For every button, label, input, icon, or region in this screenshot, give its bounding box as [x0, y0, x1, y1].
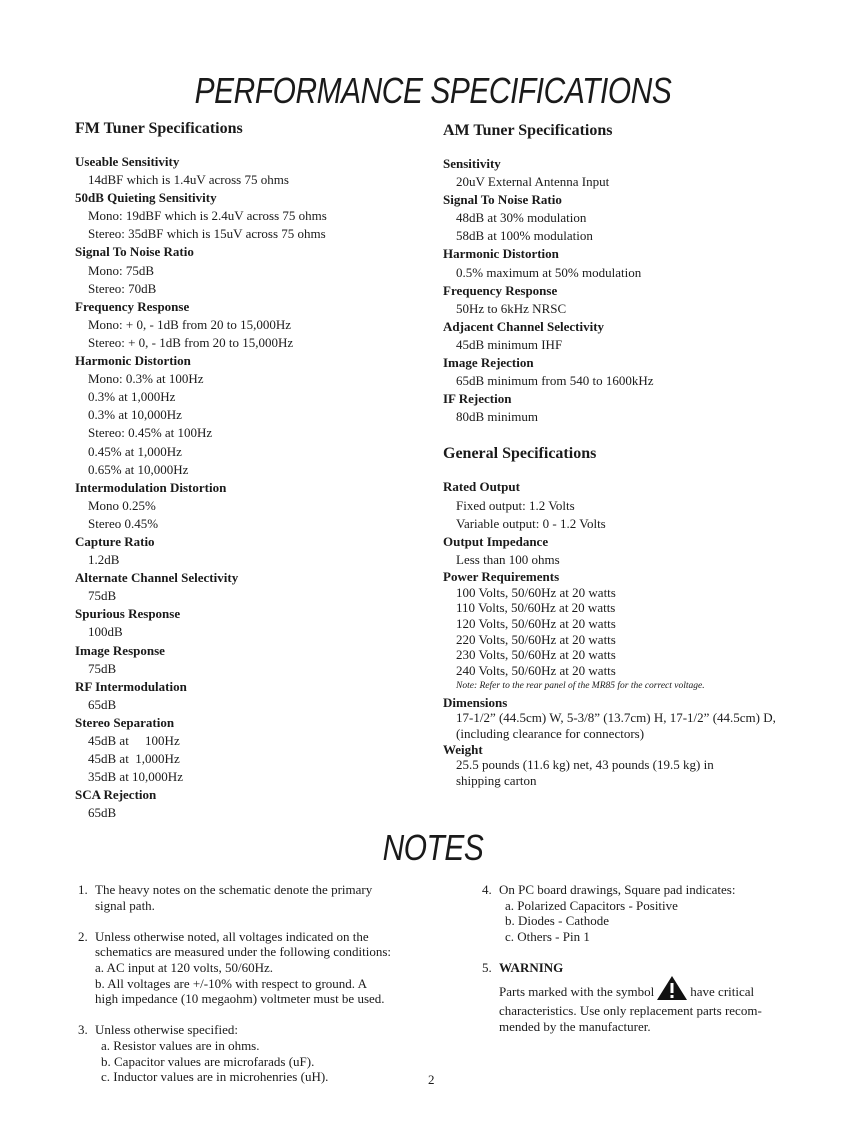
spec-heading: Intermodulation Distortion [75, 479, 227, 495]
spec-heading: Signal To Noise Ratio [75, 244, 194, 260]
note-4 [482, 882, 802, 944]
spec-item [75, 189, 415, 243]
spec-item [75, 605, 415, 641]
note-number: 3. [78, 1022, 88, 1038]
note-line: Unless otherwise specified: [95, 1022, 238, 1038]
am-heading: AM Tuner Specifications [443, 122, 613, 139]
spec-heading: Alternate Channel Selectivity [75, 570, 239, 586]
spec-heading: IF Rejection [443, 391, 512, 407]
spec-value: 65dB minimum from 540 to 1600kHz [456, 373, 654, 389]
spec-heading: Harmonic Distortion [75, 353, 191, 369]
note-line: a. Resistor values are in ohms. [101, 1037, 260, 1053]
spec-item [443, 478, 823, 532]
spec-heading: Spurious Response [75, 606, 181, 622]
note-line: b. Diodes - Cathode [505, 913, 609, 929]
note-line: high impedance (10 megaohm) voltmeter must be used. [95, 991, 385, 1007]
note-5 [482, 960, 802, 1034]
spec-value: 0.5% maximum at 50% modulation [456, 264, 642, 280]
spec-value: 1.2dB [88, 552, 120, 568]
spec-item [443, 318, 823, 354]
spec-item [75, 678, 415, 714]
note-number: 4. [482, 882, 492, 897]
spec-heading: Sensitivity [443, 156, 501, 171]
spec-item [443, 533, 823, 569]
spec-item [75, 642, 415, 678]
spec-value: 75dB [88, 588, 117, 604]
spec-heading: Adjacent Channel Selectivity [443, 318, 605, 334]
am-tuner-specs [443, 121, 823, 789]
spec-value: 240 Volts, 50/60Hz at 20 watts [456, 663, 616, 679]
note-line: schematics are measured under the following conditions: [95, 944, 392, 960]
spec-heading: Stereo Separation [75, 714, 175, 730]
note-line: a. Polarized Capacitors - Positive [505, 897, 678, 913]
spec-value: Variable output: 0 - 1.2 Volts [456, 515, 606, 531]
page-title: PERFORMANCE SPECIFICATIONS [194, 70, 672, 111]
spec-value: 0.65% at 10,000Hz [88, 461, 189, 477]
spec-item [443, 354, 823, 390]
note-number: 1. [78, 882, 88, 897]
note-number: 2. [78, 928, 88, 944]
spec-heading: Frequency Response [75, 298, 190, 314]
fm-tuner-specs [75, 119, 415, 822]
spec-value: Mono: 75dB [88, 262, 155, 278]
spec-item [443, 695, 823, 742]
spec-item [443, 245, 823, 281]
spec-value: 110 Volts, 50/60Hz at 20 watts [456, 600, 616, 616]
spec-heading: Image Rejection [443, 355, 534, 371]
spec-value: Less than 100 ohms [456, 551, 560, 567]
spec-value: 58dB at 100% modulation [456, 228, 593, 244]
spec-item [443, 155, 823, 191]
note-line: a. AC input at 120 volts, 50/60Hz. [95, 959, 274, 975]
spec-heading: Harmonic Distortion [443, 246, 559, 262]
warning-text-line [499, 976, 762, 1004]
spec-heading: Power Requirements [443, 568, 560, 584]
spec-value: 45dB minimum IHF [456, 336, 563, 352]
spec-value: 100 Volts, 50/60Hz at 20 watts [456, 584, 616, 600]
general-heading: General Specifications [443, 445, 597, 463]
spec-value: 14dBF which is 1.4uV across 75 ohms [88, 172, 289, 188]
notes-right-column [482, 882, 802, 1050]
spec-heading: Capture Ratio [75, 533, 155, 549]
fm-heading: FM Tuner Specifications [75, 120, 243, 137]
spec-value: Mono: + 0, - 1dB from 20 to 15,000Hz [88, 316, 292, 332]
spec-value: 17-1/2” (44.5cm) W, 5-3/8” (13.7cm) H, 17-1/2” (44.5cm) D, [456, 710, 776, 726]
warning-text-pre: Parts marked with the symbol [499, 983, 655, 999]
spec-value: 100dB [88, 624, 123, 640]
spec-item [443, 191, 823, 245]
note-number: 5. [482, 959, 492, 975]
note-line: c. Inductor values are in microhenries (uH). [101, 1069, 329, 1085]
spec-value: Stereo: 0.45% at 100Hz [88, 425, 213, 441]
spec-value: 80dB minimum [456, 409, 538, 425]
spec-value: 65dB [88, 805, 117, 821]
spec-item [75, 786, 415, 822]
spec-heading: RF Intermodulation [75, 678, 187, 694]
spec-item [443, 282, 823, 318]
spec-heading: Image Response [75, 642, 165, 658]
spec-value: Mono: 19dBF which is 2.4uV across 75 ohms [88, 208, 327, 224]
warning-triangle-icon [657, 976, 687, 1004]
note-line: On PC board drawings, Square pad indicates: [499, 882, 736, 897]
spec-heading: Signal To Noise Ratio [443, 192, 562, 208]
note-3 [78, 1022, 418, 1084]
notes-title: NOTES [382, 827, 484, 868]
spec-value: 45dB at 100Hz [88, 733, 180, 748]
spec-item [443, 390, 823, 426]
spec-value: 75dB [88, 660, 117, 676]
spec-value: 35dB at 10,000Hz [88, 769, 183, 785]
spec-note: Note: Refer to the rear panel of the MR85 for the correct voltage. [456, 680, 705, 691]
spec-value: 48dB at 30% modulation [456, 210, 587, 226]
note-line: c. Others - Pin 1 [505, 928, 590, 944]
note-line: Unless otherwise noted, all voltages indicated on the [95, 928, 369, 944]
spec-value: (including clearance for connectors) [456, 725, 645, 741]
spec-item [443, 742, 823, 789]
spec-item [75, 298, 415, 352]
spec-item [75, 352, 415, 479]
spec-item [75, 479, 415, 533]
spec-item [75, 153, 415, 189]
spec-value: 0.3% at 10,000Hz [88, 407, 182, 423]
spec-value: 45dB at 1,000Hz [88, 751, 180, 767]
note-line: signal path. [95, 897, 155, 913]
spec-item [75, 569, 415, 605]
spec-value: 0.3% at 1,000Hz [88, 389, 176, 405]
spec-heading: 50dB Quieting Sensitivity [75, 190, 217, 206]
page-number: 2 [428, 1072, 435, 1087]
notes-left-column [78, 882, 418, 1100]
spec-item [75, 243, 415, 297]
spec-value: Stereo 0.45% [88, 515, 159, 531]
note-line: The heavy notes on the schematic denote the primary [95, 882, 373, 897]
spec-heading: SCA Rejection [75, 787, 157, 803]
note-1 [78, 882, 418, 913]
spec-heading: Useable Sensitivity [75, 154, 180, 169]
spec-value: 20uV External Antenna Input [456, 174, 610, 190]
general-specs [443, 444, 823, 788]
note-line: b. All voltages are +/-10% with respect to ground. A [95, 975, 367, 991]
spec-item [443, 569, 823, 695]
note-2 [78, 929, 418, 1007]
warning-text-post: have critical [690, 983, 755, 999]
spec-value: 50Hz to 6kHz NRSC [456, 300, 567, 316]
spec-value: 65dB [88, 696, 117, 712]
spec-value: Stereo: 35dBF which is 15uV across 75 ohms [88, 226, 326, 242]
spec-value: shipping carton [456, 773, 537, 789]
spec-item [75, 533, 415, 569]
spec-value: 220 Volts, 50/60Hz at 20 watts [456, 631, 616, 647]
spec-value: 120 Volts, 50/60Hz at 20 watts [456, 615, 616, 631]
spec-value: Mono 0.25% [88, 497, 156, 513]
spec-value: Stereo: + 0, - 1dB from 20 to 15,000Hz [88, 334, 294, 350]
note-line: mended by the manufacturer. [499, 1018, 651, 1034]
spec-value: Mono: 0.3% at 100Hz [88, 371, 204, 387]
spec-heading: Output Impedance [443, 533, 549, 549]
spec-item [75, 714, 415, 786]
spec-heading: Dimensions [443, 694, 508, 710]
note-line: characteristics. Use only replacement parts recom- [499, 1003, 762, 1019]
spec-value: Stereo: 70dB [88, 280, 157, 296]
spec-value: Fixed output: 1.2 Volts [456, 497, 575, 513]
spec-value: 0.45% at 1,000Hz [88, 443, 182, 459]
note-line: b. Capacitor values are microfarads (uF). [101, 1053, 315, 1069]
spec-value: 25.5 pounds (11.6 kg) net, 43 pounds (19.5 kg) in [456, 757, 714, 773]
warning-label: WARNING [499, 959, 564, 975]
spec-heading: Weight [443, 741, 483, 757]
spec-heading: Frequency Response [443, 282, 558, 298]
spec-heading: Rated Output [443, 479, 520, 495]
spec-value: 230 Volts, 50/60Hz at 20 watts [456, 647, 616, 663]
